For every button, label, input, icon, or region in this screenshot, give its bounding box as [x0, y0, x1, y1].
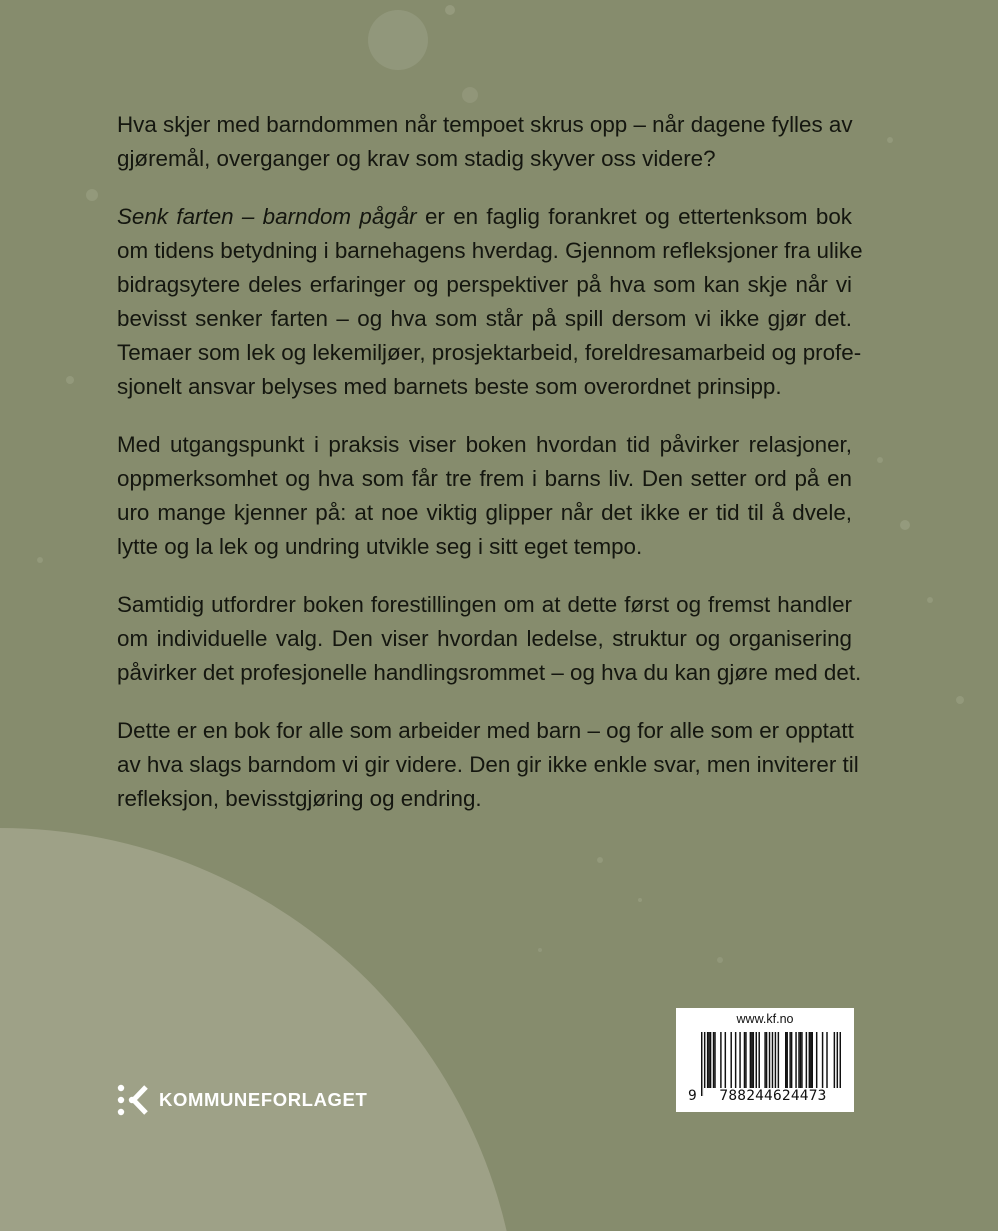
barcode-bar	[789, 1032, 790, 1090]
barcode-bar	[750, 1032, 751, 1090]
barcode-bar	[758, 1032, 759, 1090]
barcode-bar	[772, 1032, 773, 1096]
publisher-url: www.kf.no	[736, 1012, 794, 1026]
barcode-bar	[837, 1032, 838, 1096]
blurb-line: påvirker det profesjonelle handlingsrommet – og hva du kan gjøre med det.	[117, 660, 862, 685]
barcode-bar	[704, 1032, 705, 1096]
barcode-bar	[725, 1032, 726, 1090]
barcode-bar	[798, 1032, 799, 1090]
barcode-bars	[701, 1032, 841, 1096]
barcode-bar	[826, 1032, 827, 1090]
blurb-line: uro mange kjenner på: at noe viktig glipper når det ikke er tid til å dvele,	[117, 500, 852, 525]
blurb-line-rest: er en faglig forankret og ettertenksom bok	[424, 204, 852, 229]
back-cover-blurb	[117, 108, 863, 816]
blurb-line-with-title	[117, 200, 852, 234]
barcode-bar	[753, 1032, 754, 1090]
kommuneforlaget-k-logo-icon	[117, 1084, 149, 1116]
blurb-paragraph-3	[117, 428, 852, 564]
blurb-line: om individuelle valg. Den viser hvordan ledelse, struktur og organisering	[117, 626, 852, 651]
blurb-line: Samtidig utfordrer boken forestillingen om at dette først og fremst handler	[117, 592, 852, 617]
barcode-bar	[791, 1032, 792, 1090]
barcode-bar	[701, 1032, 702, 1096]
publisher-logo	[117, 1084, 367, 1116]
barcode-bar	[756, 1032, 757, 1090]
barcode-first-digit: 9	[688, 1088, 697, 1104]
barcode-bar	[785, 1032, 786, 1090]
barcode-bar	[744, 1032, 745, 1090]
barcode-bar	[809, 1032, 810, 1090]
barcode-bar	[800, 1032, 801, 1090]
barcode-bar	[708, 1032, 709, 1090]
blurb-line: Temaer som lek og lekemiljøer, prosjektarbeid, foreldresamarbeid og profe-	[117, 340, 862, 365]
barcode-bar	[840, 1032, 841, 1096]
barcode-bar	[801, 1032, 802, 1090]
blurb-line: oppmerksomhet og hva som får tre frem i barns liv. Den setter ord på en	[117, 466, 852, 491]
barcode-bar	[834, 1032, 835, 1090]
blurb-paragraph-2	[117, 200, 863, 404]
blurb-line: refleksjon, bevisstgjøring og endring.	[117, 786, 482, 811]
blurb-line: Hva skjer med barndommen når tempoet skrus opp – når dagene fylles av	[117, 112, 853, 137]
barcode-digits: 788244624473	[704, 1088, 842, 1104]
barcode-bar	[751, 1032, 752, 1090]
blurb-line: bevisst senker farten – og hva som står på spill dersom vi ikke gjør det.	[117, 306, 852, 331]
blurb-line: Dette er en bok for alle som arbeider med barn – og for alle som er opptatt	[117, 718, 854, 743]
barcode-bar	[769, 1032, 770, 1096]
blurb-line: av hva slags barndom vi gir videre. Den gir ikke enkle svar, men inviterer til	[117, 752, 859, 777]
book-title-italic: Senk farten – barndom pågår	[117, 204, 417, 229]
barcode-bar	[764, 1032, 765, 1090]
barcode-bar	[806, 1032, 807, 1090]
blurb-line: sjonelt ansvar belyses med barnets beste som overordnet prinsipp.	[117, 374, 782, 399]
blurb-paragraph-1	[117, 108, 852, 176]
barcode-bar	[745, 1032, 746, 1090]
barcode-bar	[730, 1032, 731, 1090]
barcode-bar	[735, 1032, 736, 1090]
barcode-bar	[775, 1032, 776, 1090]
barcode-bar	[778, 1032, 779, 1090]
barcode-bar	[786, 1032, 787, 1090]
blurb-line: bidragsytere deles erfaringer og perspektiver på hva som kan skje når vi	[117, 272, 852, 297]
blurb-line: lytte og la lek og undring utvikle seg i sitt eget tempo.	[117, 534, 643, 559]
barcode-bar	[766, 1032, 767, 1090]
barcode-bar	[720, 1032, 721, 1090]
barcode-bar	[713, 1032, 714, 1090]
barcode-bar	[816, 1032, 817, 1090]
blurb-paragraph-4	[117, 588, 862, 690]
barcode-bar	[795, 1032, 796, 1090]
isbn-barcode	[676, 1008, 854, 1112]
barcode-bar	[707, 1032, 708, 1090]
barcode-bar	[710, 1032, 711, 1090]
barcode-bar	[714, 1032, 715, 1090]
blurb-paragraph-5	[117, 714, 859, 816]
barcode-bar	[810, 1032, 811, 1090]
blurb-line: Med utgangspunkt i praksis viser boken hvordan tid påvirker relasjoner,	[117, 432, 852, 457]
blurb-line: gjøremål, overganger og krav som stadig skyver oss videre?	[117, 146, 716, 171]
publisher-name: KOMMUNEFORLAGET	[159, 1089, 368, 1110]
barcode-bar	[812, 1032, 813, 1090]
blurb-line: om tidens betydning i barnehagens hverdag. Gjennom refleksjoner fra ulike	[117, 238, 863, 263]
barcode-bar	[739, 1032, 740, 1090]
barcode-bar	[822, 1032, 823, 1090]
